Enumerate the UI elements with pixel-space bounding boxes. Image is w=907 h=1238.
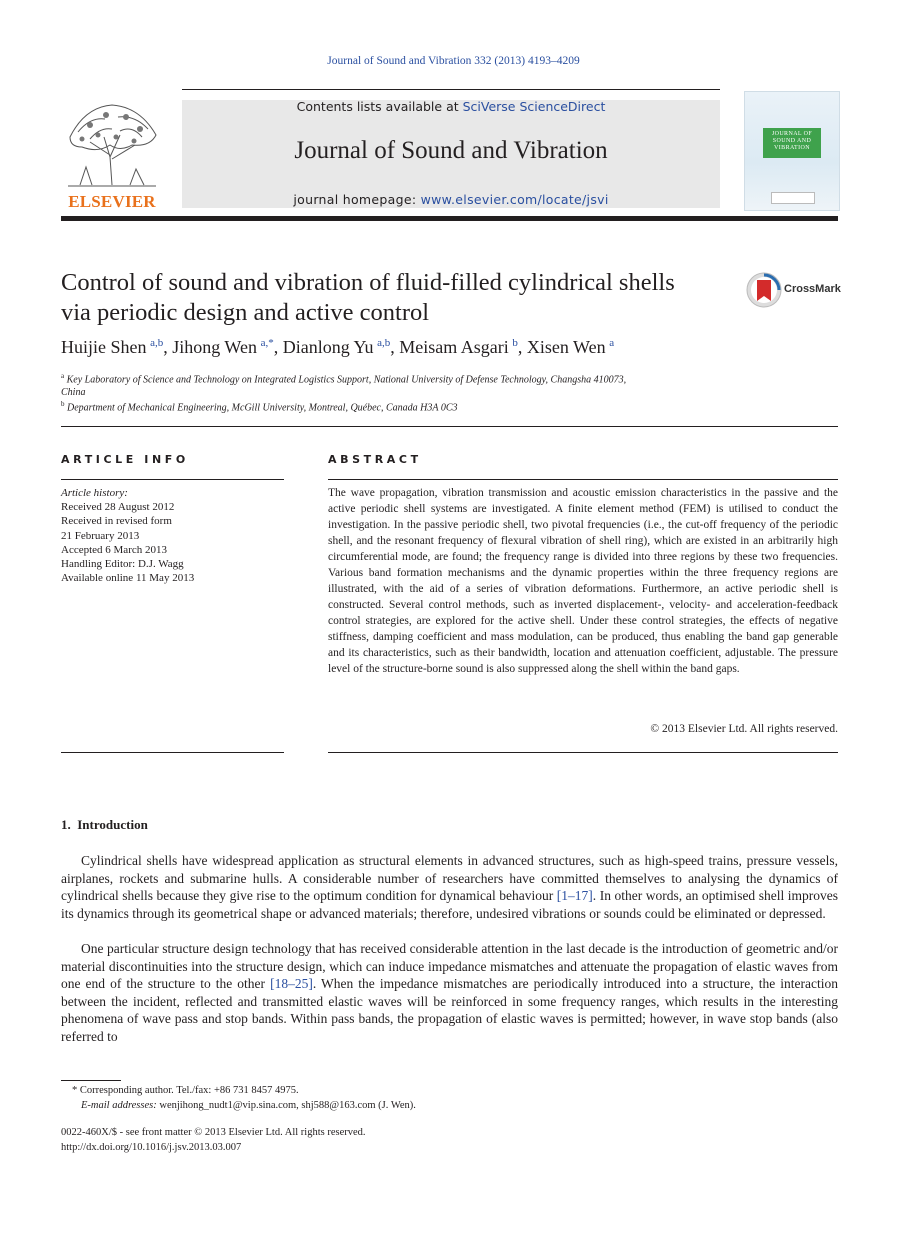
history-item: Handling Editor: D.J. Wagg [61,558,184,571]
author-affiliation-mark[interactable]: a,* [260,337,274,349]
homepage-prefix: journal homepage: [293,192,421,207]
email-addresses[interactable]: wenjihong_nudt1@vip.sina.com, shj588@163.com (J. Wen). [156,1100,416,1111]
contents-availability [182,99,720,114]
affiliation-rule [61,426,838,427]
article-info-rule [61,479,284,480]
corresponding-author-note: * Corresponding author. Tel./fax: +86 731 8457 4975. [72,1085,299,1096]
history-item: Accepted 6 March 2013 [61,543,167,556]
author-affiliation-mark[interactable]: a,b [377,337,391,349]
author-separator: , [517,337,527,357]
article-title-line-1: Control of sound and vibration of fluid-filled cylindrical shells [61,269,675,296]
author-affiliation-mark[interactable]: b [512,337,518,349]
homepage-link[interactable]: www.elsevier.com/locate/jsvi [420,192,609,207]
intro-paragraph-1 [61,852,838,922]
article-info-heading: ARTICLE INFO [61,453,189,466]
journal-name: Journal of Sound and Vibration [294,137,608,164]
author-name: Dianlong Yu [282,337,378,357]
section-heading-introduction: 1. Introduction [61,817,148,832]
header-top-rule [182,89,720,90]
author-separator: , [390,337,400,357]
journal-citation[interactable]: Journal of Sound and Vibration 332 (2013) 4193–4209 [327,55,580,67]
affiliation-b-mark: b [61,400,65,408]
citation-link[interactable]: [1–17] [556,888,593,904]
history-item: Available online 11 May 2013 [61,572,195,585]
author-name: Huijie Shen [61,337,151,357]
sciencedirect-link[interactable]: SciVerse ScienceDirect [462,99,606,114]
intro-p1-text-a: Cylindrical shells have widespread application as structural elements in advanced structures, such as high-speed trains, pressure vessels, airplanes, rockets and submarine hulls. A considerable number of researchers have committed themselves to analysing the dynamics of cylindrical shells because they give rise to the optimum condition for dynamical behaviour [61,853,838,904]
history-item: 21 February 2013 [61,529,140,542]
abstract-bottom-rule [328,752,838,753]
abstract-text: The wave propagation, vibration transmission and acoustic emission characteristics in the passive and the active periodic shell systems are investigated. A finite element method (FEM) is utilised to conduct the investigation. In the passive periodic shell, two pivotal frequencies (i.e., the cut-off frequency of the periodic shell, and the resonant frequency of flexural vibration of shell ring), which are existed in an arbitrarily high circumferential mode, are found; the frequency range is divided into three regions by these two frequencies. Various band formation mechanisms and the dynamic properties within the three frequency regions are illustrated, with the aid of a series of vibration deformations. Furthermore, an active periodic shell is constructed. Several control methods, such as inverted displacement-, velocity- and acceleration-feedback control strategies, are explored for the active shell. Under these control strategies, the effects of negative stiffness, damping coefficient and mass modulation, can be produced, thus enabling the band gap generable and its characteristics, such as their bandwidth, location and attenuation coefficient, adjustable. The pressure level of the structure-borne sound is also suppressed along the shell within the band gaps. [328,487,838,675]
footnote-rule [61,1080,121,1081]
crossmark-label: CrossMark [784,283,841,295]
journal-homepage [182,192,720,207]
cover-title-text: JOURNAL OF SOUND AND VIBRATION [771,131,813,151]
history-label: Article history: [61,487,128,499]
affiliation-a-mark: a [61,372,65,380]
abstract-heading: ABSTRACT [328,453,422,466]
contents-prefix: Contents lists available at [296,99,463,114]
author-affiliation-mark[interactable]: a [609,337,615,349]
affiliation-a-country: China [61,387,86,399]
article-info-bottom-rule [61,752,284,753]
article-title-line-2: via periodic design and active control [61,299,430,326]
abstract-rule [328,479,838,480]
author-affiliation-mark[interactable]: a,b [150,337,164,349]
elsevier-wordmark: ELSEVIER [68,192,156,211]
article-title [61,268,731,328]
crossmark-icon [746,272,782,308]
email-note [81,1098,416,1113]
author-name: Jihong Wen [172,337,261,357]
author-name: Xisen Wen [526,337,610,357]
history-item: Received in revised form [61,515,172,528]
intro-p1-text-b: . In other words, an optimised shell improves its dynamics through its geometrical shape or advanced materials; therefore, undesired vibrations or sounds could be eliminated or depressed. [61,888,838,921]
intro-p2-text-b: . When the impedance mismatches are periodically introduced into a structure, the interaction between the incident, reflected and transmitted elastic waves will be reinforced in some frequency ranges, which results in the interesting phenomena of wave pass and stop bands. Within pass bands, the propagation of elastic waves is permitted; however, in wave stop bands (also referred to [61,976,838,1044]
history-item: Received 28 August 2012 [61,501,175,514]
author-list [61,337,761,358]
author-separator: , [273,337,283,357]
doi-link[interactable]: http://dx.doi.org/10.1016/j.jsv.2013.03.007 [61,1142,242,1153]
abstract-copyright: © 2013 Elsevier Ltd. All rights reserved. [650,723,838,735]
intro-paragraph-2 [61,940,838,1046]
issn-line: 0022-460X/$ - see front matter © 2013 Elsevier Ltd. All rights reserved. [61,1127,366,1138]
intro-p2-text-a: One particular structure design technology that has received considerable attention in the last decade is the introduction of geometric and/or material discontinuities into the structure design, which can induce impedance mismatches and attenuate the propagation of elastic waves from one end of the structure to the other [61,941,838,992]
citation-link[interactable]: [18–25] [270,976,313,992]
crossmark-badge[interactable] [746,272,841,308]
author-separator: , [163,337,173,357]
affiliation-b-text: Department of Mechanical Engineering, McGill University, Montreal, Québec, Canada H3A 0C3 [67,402,458,414]
affiliation-a-text: Key Laboratory of Science and Technology on Integrated Logistics Support, National University of Defense Technology, Changsha 410073, [66,374,627,386]
author-name: Meisam Asgari [399,337,513,357]
journal-cover-thumbnail[interactable] [744,91,840,211]
affiliation-a [61,370,741,399]
article-history [61,486,284,585]
header-bottom-rule [61,216,838,221]
affiliation-b [61,398,741,414]
cover-title-block [763,128,821,158]
email-label: E-mail addresses: [81,1100,157,1111]
cover-publisher-mark [771,192,815,204]
